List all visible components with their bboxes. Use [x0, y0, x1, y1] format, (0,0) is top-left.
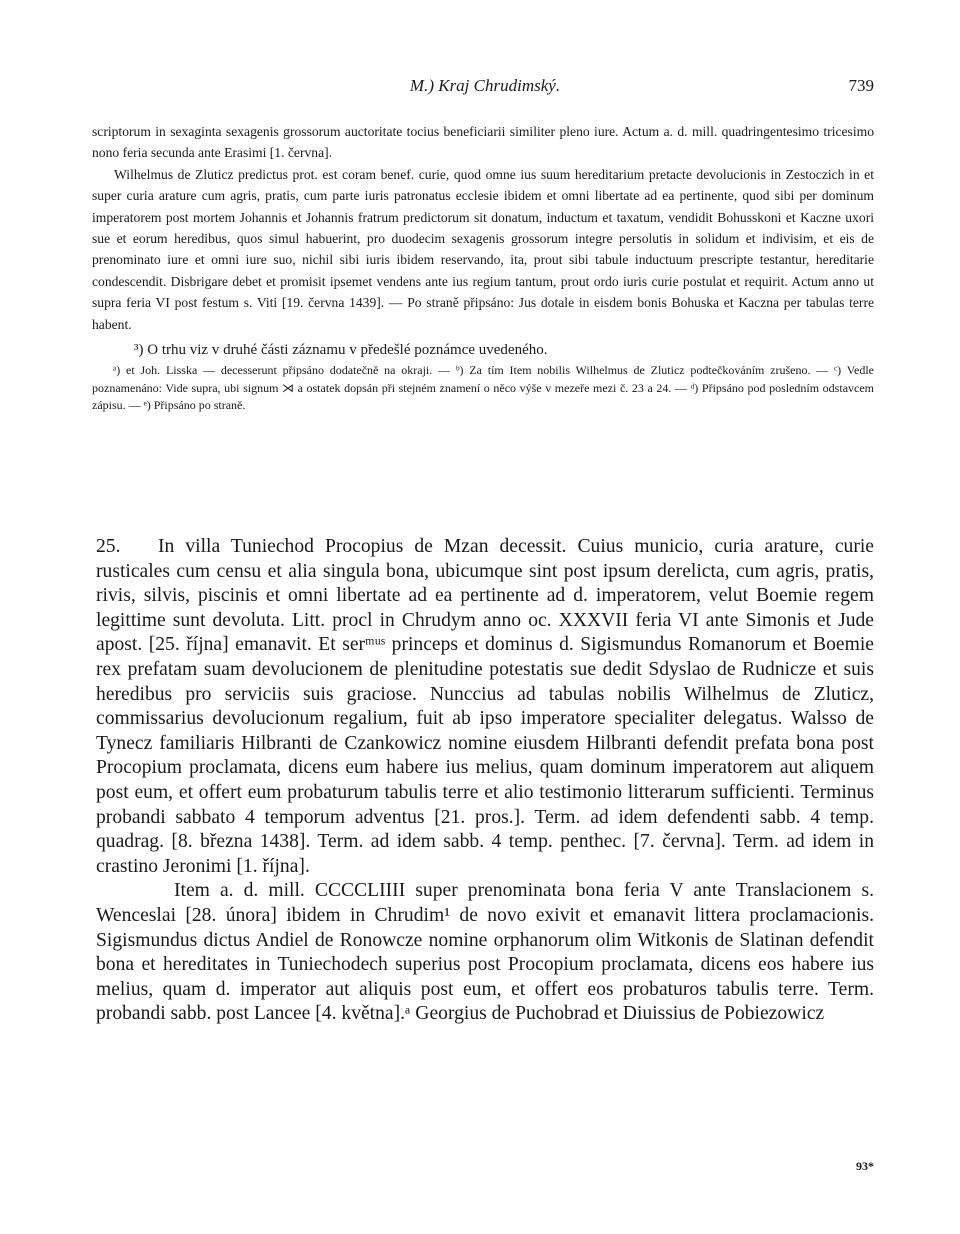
footnote-block [92, 121, 874, 415]
main-text [96, 535, 874, 1027]
signature-mark: 93* [856, 1159, 874, 1173]
running-title: M.) Kraj Chrudimský. [409, 76, 561, 95]
entry-25 [96, 535, 874, 879]
note-paragraph-2: Wilhelmus de Zluticz predictus prot. est coram benef. curie, quod omne ius suum hereditarium pretacte devolucionis in Zestoczich in et super curia arature cum agris, pratis, cum parte iuris patronatus ecclesie ibidem et omni libertate ad ea pertinente, quod sibi per dominum imperatorem post mortem Johannis et Johannis fratrum predictorum sit donatum, inductum et taxatum, vendidit Bohusskoni et Kaczne uxori sue et eorum heredibus, quos simul habuerint, pro duodecim sexagenis grossorum integre persolutis in solidum et indivisim, et eis de prenominato iure et omni iure suo, nichil sibi iuris ibidem reservando, ita, prout sibi tabule inductuum prescripte testantur, hereditarie condescendit. Disbrigare debet et promisit ipsemet vendens ante ius regium tantum, prout ordo iuris curie postulat et requirit. Actum anno ut supra feria VI post festum s. Viti [19. června 1439]. — Po straně připsáno: Jus dotale in eisdem bonis Bohuska et Kaczna per tabulas terre habent. [92, 166, 874, 332]
entry-number: 25. [96, 536, 121, 557]
footnote-3: ³) O trhu viz v druhé části záznamu v předešlé poznámce uvedeného. [134, 342, 548, 359]
entry-paragraph-2: Item a. d. mill. CCCCLIIII super prenominata bona feria V ante Translacionem s. Wenceslai [28. února] ibidem in Chrudim¹ de novo exivit et emanavit littera proclamacionis. Sigismundus dictus Andiel de Ronowcze nomine orphanorum olim Witkonis de Slatinan defendit bona et hereditates in Tuniechodech superius post Procopium proclamata, dicens eos habere ius melius, quam d. imperator aut aliquis post eum, et offert eos probaturos tabulis terre. Term. probandi sabb. post Lancee [4. května].ᵃ Georgius de Puchobrad et Diuissius de Pobiezowicz [96, 880, 874, 1025]
page-number: 739 [848, 76, 874, 95]
entry-paragraph-1: In villa Tuniechod Procopius de Mzan decessit. Cuius municio, curia arature, curie rusticales cum censu et alia singula bona, ubicumque sint post ipsum derelicta, cum agris, pratis, rivis, silvis, piscinis et omni libertate ad ea pertinente ad d. imperatorem, velut Boemie regem legittime sunt devoluta. Litt. procl in Chrudym anno oc. XXXVII feria VI ante Simonis et Jude apost. [25. října] emanavit. Et serᵐᵘˢ princeps et dominus d. Sigismundus Romanorum et Boemie rex prefatam suam devolucionem de plenitudine potestatis sue dedit Sdyslao de Rudnicze et suis heredibus pro serviciis suis graciose. Nunccius ad tabulas nobilis Wilhelmus de Zluticz, commissarius devolucionum regalium, fuit ab ipso imperatore specialiter delegatus. Walsso de Tynecz familiaris Hilbranti de Czankowicz nomine eiusdem Hilbranti defendit prefata bona post Procopium proclamata, dicens eum habere ius melius, quam dominum imperatorem aut aliquem post eum, et offert eum probaturum tabulis terre et alio testimonio litterarum sufficienti. Terminus probandi sabbato 4 temporum adventus [21. pros.]. Term. ad idem defendenti sabb. 4 temp. quadrag. [8. března 1438]. Term. ad idem sabb. 4 temp. penthec. [7. června]. Term. ad idem in crastino Jeronimi [1. října]. [96, 536, 874, 877]
note-paragraph-1: scriptorum in sexaginta sexagenis grossorum auctoritate tocius beneficiarii similiter pleno iure. Actum a. d. mill. quadringentesimo tricesimo nono feria secunda ante Erasimi [1. června]. [92, 124, 874, 161]
page-header [96, 76, 874, 102]
critical-apparatus: ᵃ) et Joh. Lisska — decesserunt připsáno dodatečně na okraji. — ᵇ) Za tím Item nobilis Wilhelmus de Zluticz podtečkováním zrušeno. — ᶜ) Vedle poznamenáno: Vide supra, ubi signum ⋊ a ostatek dopsán při stejném znamení o něco výše v mezeře mezi č. 23 a 24. — ᵈ) Připsáno pod posledním odstavcem zápisu. — ᵉ) Připsáno po straně. [92, 363, 874, 413]
